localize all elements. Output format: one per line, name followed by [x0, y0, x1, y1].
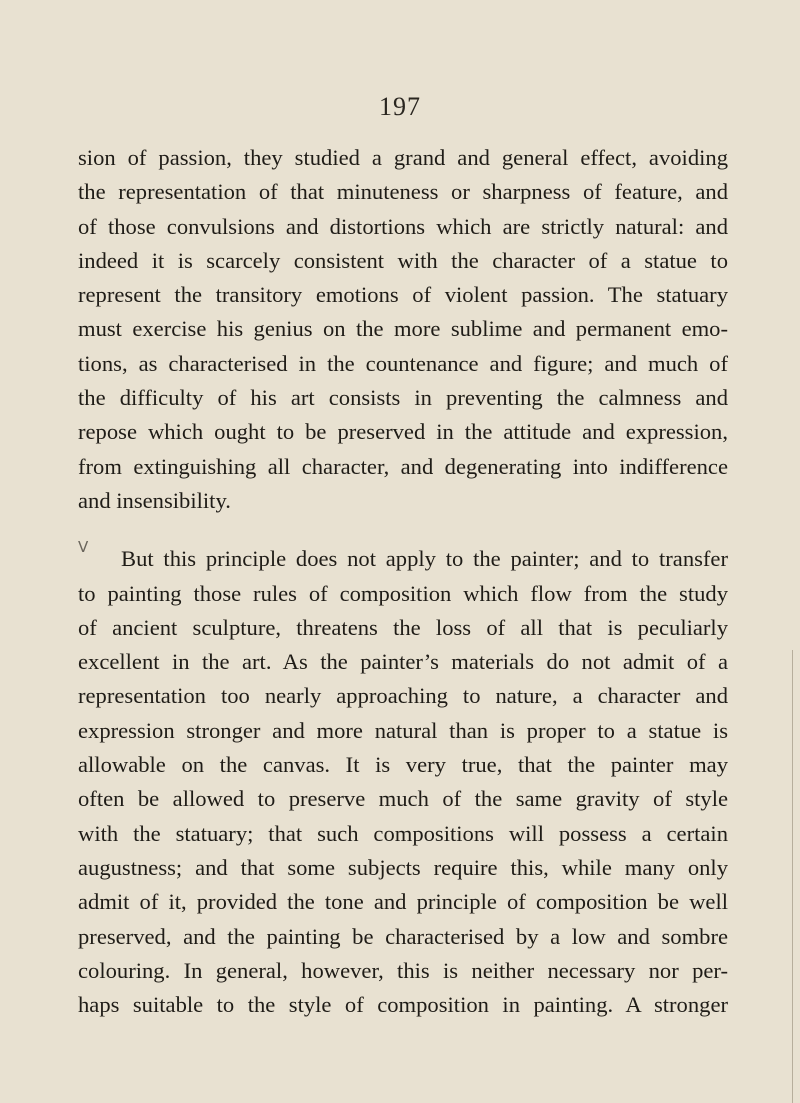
- text-line: allowable on the canvas. It is very true, that the painter may: [78, 752, 728, 778]
- body-text: [78, 141, 728, 1022]
- text-line: augustness; and that some subjects require this, while many only: [78, 854, 728, 880]
- text-line: to painting those rules of composition which flow from the study: [78, 580, 728, 606]
- text-line: of ancient sculpture, threatens the loss of all that is peculiarly: [78, 614, 728, 640]
- margin-mark: V: [78, 538, 89, 556]
- text-line: expression stronger and more natural than is proper to a statue is: [78, 717, 728, 743]
- paragraph-1: [78, 141, 728, 518]
- text-line: representation too nearly approaching to nature, a character and: [78, 683, 728, 709]
- page-edge-line: [792, 650, 793, 1103]
- text-line: haps suitable to the style of composition in painting. A stronger: [78, 992, 728, 1018]
- text-line: and insensibility.: [78, 487, 231, 513]
- text-line: But this principle does not apply to the painter; and to transfer: [121, 546, 728, 572]
- paragraph-2: [78, 542, 728, 1022]
- text-line: tions, as characterised in the countenance and figure; and much of: [78, 350, 728, 376]
- text-line: colouring. In general, however, this is neither necessary nor per-: [78, 957, 728, 983]
- text-line: repose which ought to be preserved in the attitude and expression,: [78, 419, 728, 445]
- text-line: indeed it is scarcely consistent with the character of a statue to: [78, 247, 728, 273]
- text-line: excellent in the art. As the painter’s materials do not admit of a: [78, 649, 728, 675]
- text-line: represent the transitory emotions of violent passion. The statuary: [78, 282, 728, 308]
- text-line: often be allowed to preserve much of the same gravity of style: [78, 786, 728, 812]
- text-line: the representation of that minuteness or sharpness of feature, and: [78, 179, 728, 205]
- page-number: 197: [379, 92, 421, 121]
- paragraph-gap: [78, 518, 728, 542]
- text-line: from extinguishing all character, and degenerating into indifference: [78, 453, 728, 479]
- text-line: the difficulty of his art consists in preventing the calmness and: [78, 385, 728, 411]
- text-line: preserved, and the painting be characterised by a low and sombre: [78, 923, 728, 949]
- text-line: must exercise his genius on the more sublime and permanent emo-: [78, 316, 728, 342]
- text-line: with the statuary; that such compositions will possess a certain: [78, 820, 728, 846]
- text-line: admit of it, provided the tone and principle of composition be well: [78, 889, 728, 915]
- text-line: sion of passion, they studied a grand and general effect, avoiding: [78, 145, 728, 170]
- text-line: of those convulsions and distortions which are strictly natural: and: [78, 213, 728, 239]
